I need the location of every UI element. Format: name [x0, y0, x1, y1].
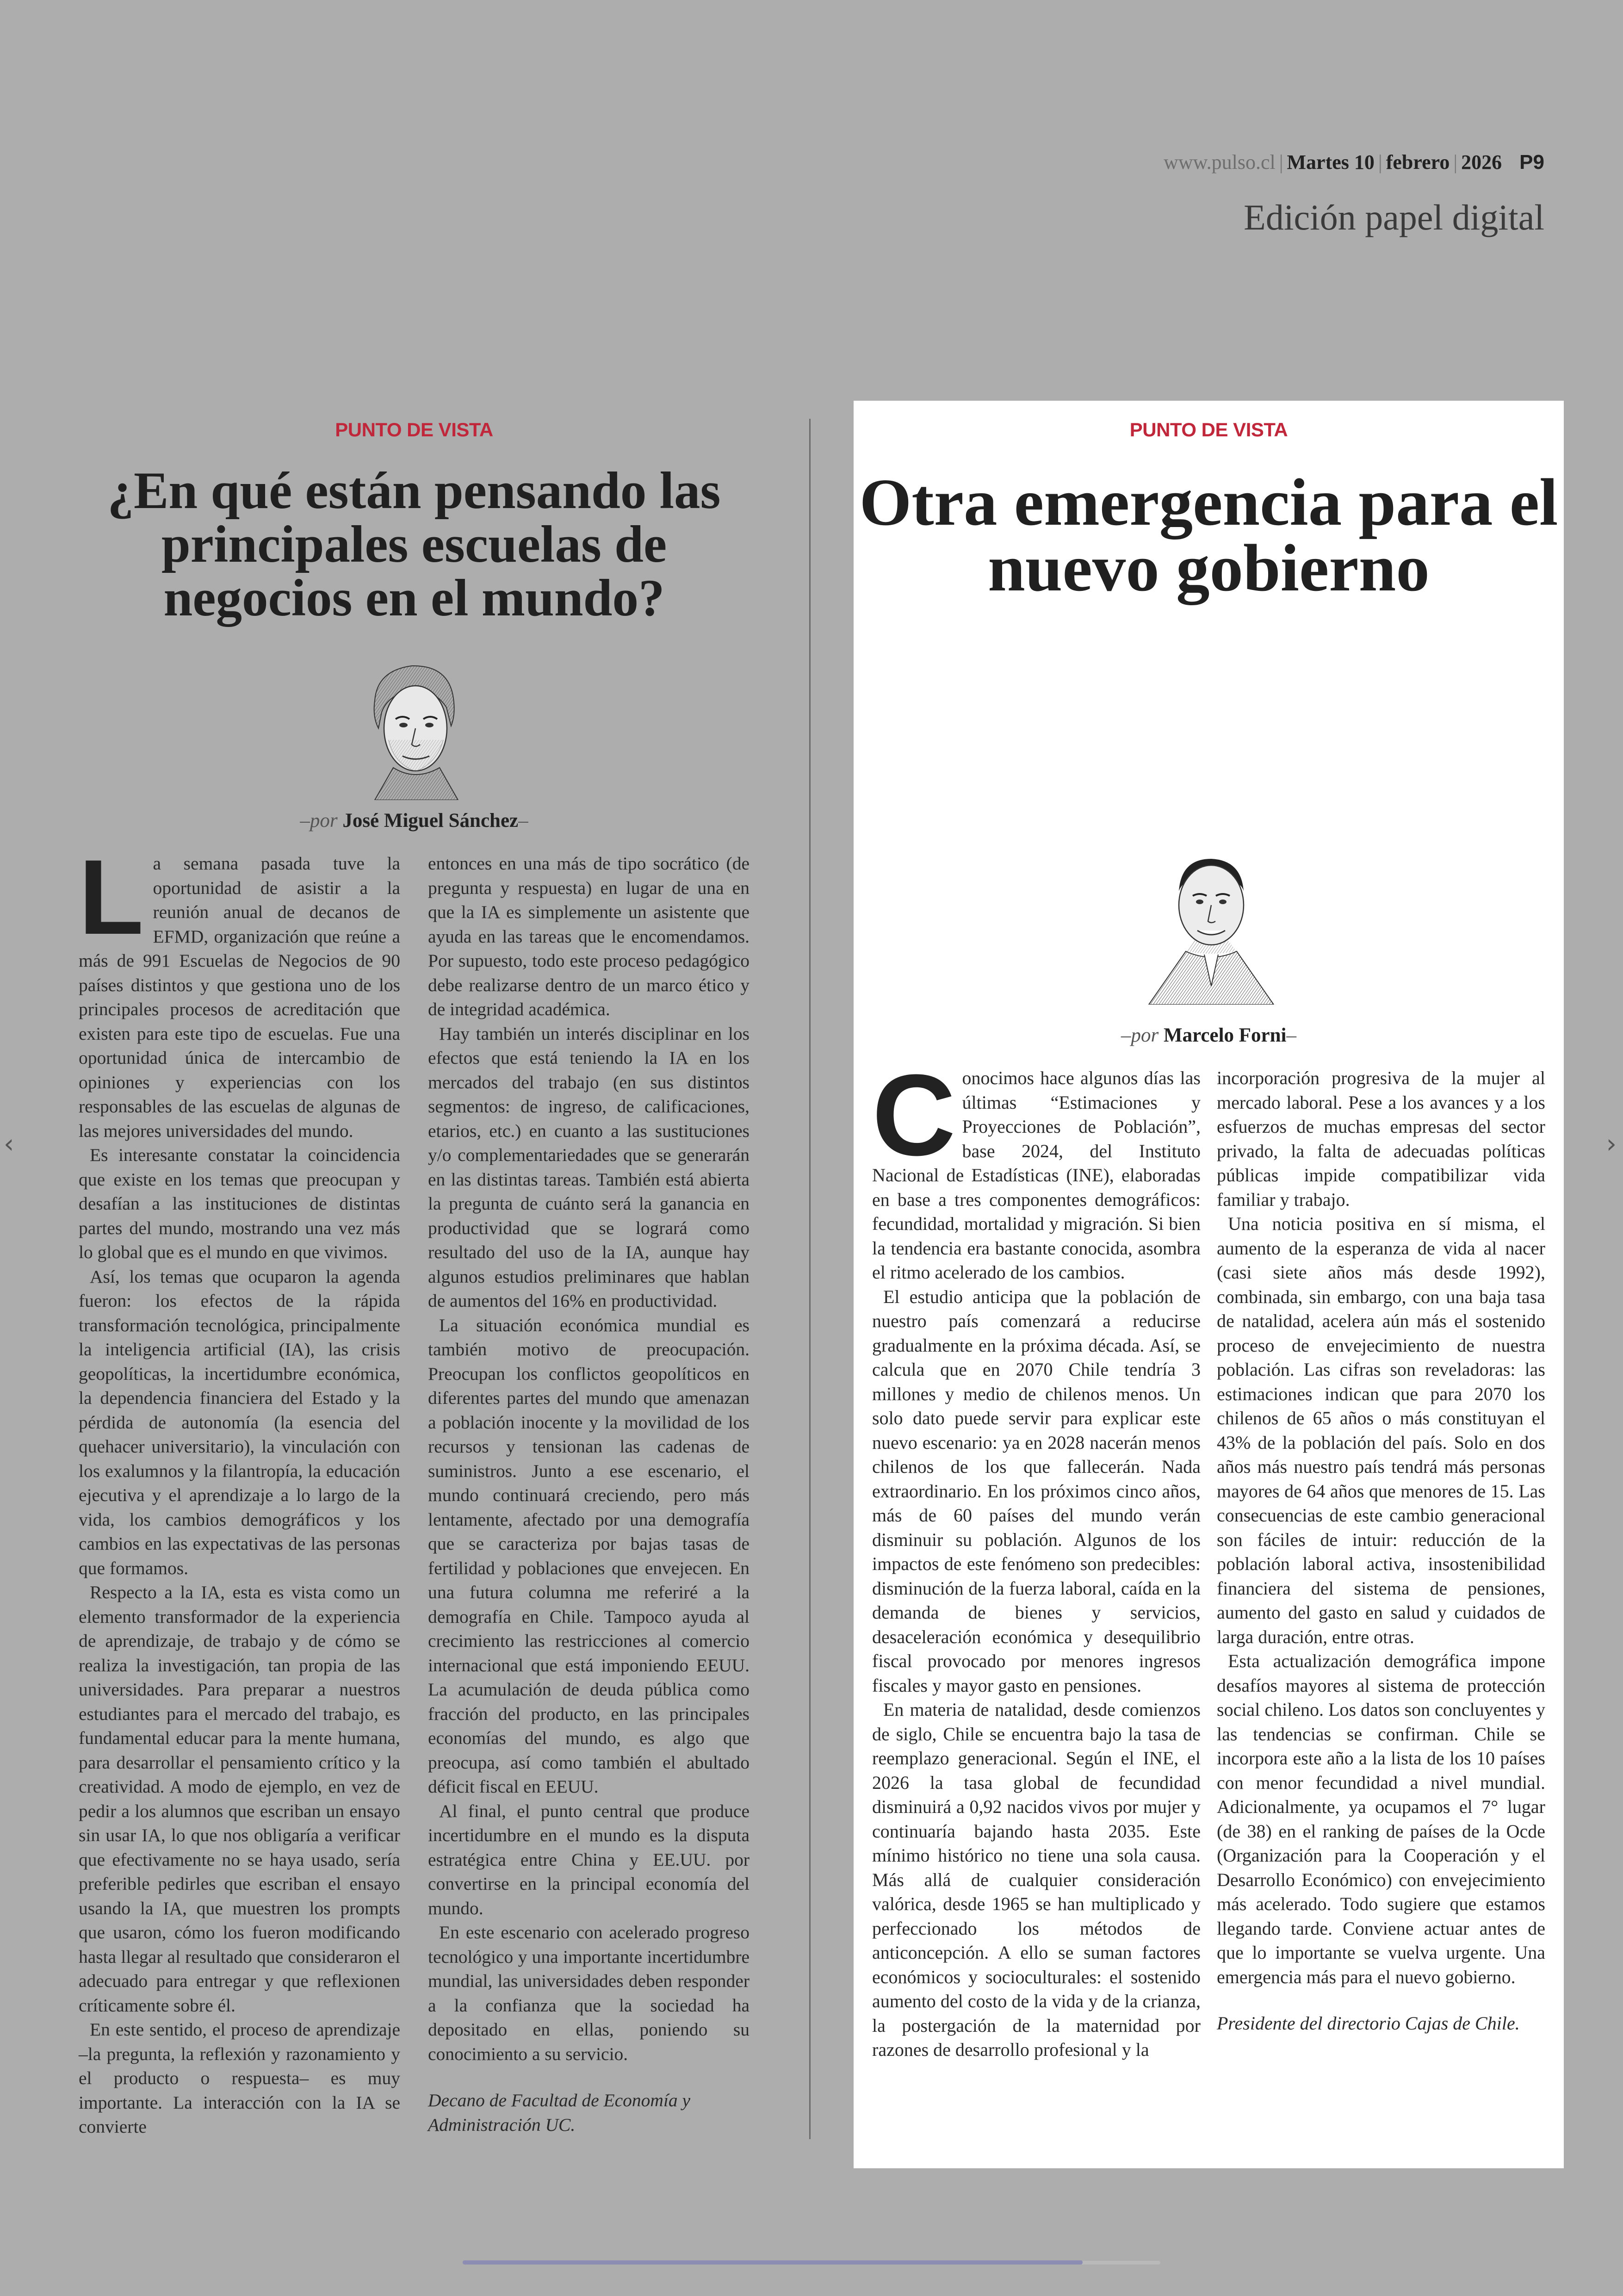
text-column-1	[872, 1050, 1201, 2062]
previous-page-arrow-icon[interactable]: ‹	[4, 1129, 14, 1159]
article-body	[79, 838, 750, 2139]
paragraph: El estudio anticipa que la población de nuestro país comenzará a reducirse gradualmente en la próxima década. Así, se calcula que en 2070 Chile tendría 3 millones y medio de chilenos menos. Un solo dato puede servir para explicar este nuevo escenario: ya en 2028 nacerán menos chilenos de los que fallecerán. Nada extraordinario. En los próximos cinco años, más de 60 países del mundo verán disminuir su población. Algunos de los impactos de este fenómeno son predecibles: disminución de la fuerza laboral, caída en la demanda de bienes y servicios, desaceleración económica y desequilibrio fiscal provocado por menores ingresos fiscales y mayor gasto en pensiones.	[872, 1286, 1201, 1696]
paragraph: incorporación progresiva de la mujer al mercado laboral. Pese a los avances y a los esfuerzos de muchas empresas del sector privado, la falta de adecuadas políticas públicas impide compatibilizar vida familiar y trabajo.	[1217, 1067, 1545, 1210]
website-url: www.pulso.cl	[1164, 151, 1276, 174]
paragraph: Conocimos hace algunos días las últimas “Estimaciones y Proyecciones de Población”, base 2024, del Instituto Nacional de Estadísticas (INE), elaboradas en base a tres componentes demográficos: fecundidad, mortalidad y migración. Si bien la tendencia era bastante conocida, asombra el ritmo acelerado de los cambios.	[872, 1050, 1201, 1283]
author-signature: Presidente del directorio Cajas de Chile.	[1217, 2013, 1520, 2034]
page-scroll-thumb[interactable]	[463, 2260, 1083, 2265]
page-number: P9	[1519, 151, 1544, 174]
issue-year: 2026	[1461, 151, 1502, 174]
paragraph: Así, los temas que ocuparon la agenda fueron: los efectos de la rápida transformación tecnológica, principalmente la inteligencia artificial (IA), las crisis geopolíticas, la incertidumbre económica, la dependencia financiera del Estado y la pérdida de autonomía (la esencia del quehacer universitario), la vinculación con los exalumnos y la filantropía, la educación ejecutiva y el aprendizaje a lo largo de la vida, los cambios demográficos y los cambios en las expectativas de las personas que formamos.	[79, 1266, 400, 1578]
issue-day: Martes 10	[1287, 151, 1375, 174]
paragraph: Una noticia positiva en sí misma, el aumento de la esperanza de vida al nacer (casi siete años más desde 1992), combinada, sin embargo, con una baja tasa de natalidad, acelera aún más el sostenido proceso de envejecimiento de nuestra población. Las cifras son reveladoras: las estimaciones indican que para 2070 los chilenos de 65 años o más constituyan el 43% de la población del país. Solo en dos años más nuestro país tendrá más personas mayores de 64 años que menores de 15. Las consecuencias de este cambio generacional son fáciles de intuir: reducción de la población laboral activa, insostenibilidad financiera del sistema de pensiones, aumento del gasto en salud y cuidados de larga duración, entre otras.	[1217, 1213, 1545, 1647]
article-kicker: PUNTO DE VISTA	[1129, 419, 1288, 441]
right-article	[854, 401, 1564, 2168]
author-signature: Decano de Facultad de Economía y Administración UC.	[428, 2090, 691, 2135]
paragraph: Respecto a la IA, esta es vista como un elemento transformador de la experiencia de aprendizaje, de trabajo y de cómo se realiza la investigación, tan propia de las universidades. Para preparar a nuestros estudiantes para el mercado del trabajo, es fundamental educar para la mente humana, para desarrollar el pensamiento crítico y la creatividad. A modo de ejemplo, en vez de pedir a los alumnos que escriban un ensayo sin usar IA, lo que nos obligaría a verificar que efectivamente no se haya usado, sería preferible pedirles que escriban el ensayo usando la IA, que muestren los prompts que usaron, cómo los fueron modificando hasta llegar al resultado que consideraron el adecuado para entregar y que reflexionen críticamente sobre él.	[79, 1582, 400, 2016]
author-portrait	[356, 652, 472, 800]
paragraph: Es interesante constatar la coincidencia que existe en los temas que preocupan y desafían a las instituciones de distintas partes del mundo, mostrando una vez más lo global que es el mundo en que vivimos.	[79, 1145, 400, 1262]
article-kicker: PUNTO DE VISTA	[335, 419, 493, 441]
paragraph: La semana pasada tuve la oportunidad de asistir a la reunión anual de decanos de EFMD, organización que reúne a más de 991 Escuelas de Negocios de 90 países distintos y que gestiona uno de los principales procesos de acreditación que existen para este tipo de escuelas. Fue una oportunidad única de intercambio de opiniones y experiencias con los responsables de las escuelas de algunas de las mejores universidades del mundo.	[79, 838, 400, 1141]
article-byline: –por Marcelo Forni–	[1121, 1024, 1296, 1046]
drop-cap: C	[872, 1050, 956, 1179]
paragraph: En este sentido, el proceso de aprendizaje –la pregunta, la reflexión y razonamiento y el producto o respuesta– es muy importante. La interacción con la IA se convierte	[79, 2019, 400, 2137]
drop-cap: L	[79, 838, 144, 956]
edition-title: Edición papel digital	[1244, 197, 1544, 237]
author-name: José Miguel Sánchez	[342, 810, 519, 832]
left-article	[79, 398, 750, 2139]
paragraph: entonces en una más de tipo socrático (de pregunta y respuesta) en lugar de una en que la IA es simplemente un asistente que ayuda en las tareas que le encomendamos. Por supuesto, todo este proceso pedagógico debe realizarse dentro de un marco ético y de integridad académica.	[428, 853, 750, 1019]
paragraph: Hay también un interés disciplinar en los efectos que está teniendo la IA en los mercados del trabajo (en sus distintos segmentos: de ingreso, de calificaciones, etarios, etc.) en cuanto a las sustituciones y/o complementariedades que se generarán en las distintas tareas. También está abierta la pregunta de cuánto será la ganancia en productividad que se logrará como resultado del uso de la IA, aunque hay algunos estudios preliminares que hablan de aumentos del 16% en productividad.	[428, 1023, 750, 1311]
article-headline: ¿En qué están pensando las principales escuelas de negocios en el mundo?	[107, 462, 721, 627]
next-page-arrow-icon[interactable]: ›	[1606, 1129, 1617, 1159]
column-divider	[809, 419, 811, 2139]
text-column-2	[428, 851, 750, 2139]
text-column-2	[1217, 1066, 1545, 2062]
author-name: Marcelo Forni	[1164, 1024, 1287, 1046]
text-column-1	[79, 838, 400, 2139]
paragraph: En materia de natalidad, desde comienzos de siglo, Chile se encuentra bajo la tasa de reemplazo generacional. Según el INE, el 2026 la tasa global de fecundidad disminuirá a 0,92 nacidos vivos por mujer y continuaría bajando hasta 2035. Este mínimo histórico no tiene una sola causa. Más allá de cualquier consideración valórica, desde 1965 se han multiplicado y perfeccionado los métodos de anticoncepción. A ello se suman factores económicos y socioculturales: el sostenido aumento del costo de la vida y de la crianza, la postergación de la maternidad por razones de desarrollo profesional y la	[872, 1699, 1201, 2060]
article-byline: –por José Miguel Sánchez–	[300, 810, 528, 832]
paragraph: Al final, el punto central que produce incertidumbre en el mundo es la disputa estratégica entre China y EE.UU. por convertirse en la principal economía del mundo.	[428, 1800, 750, 1918]
article-body	[854, 1050, 1564, 2062]
article-headline: Otra emergencia para el nuevo gobierno	[859, 465, 1558, 605]
paragraph: En este escenario con acelerado progreso tecnológico y una importante incertidumbre mundial, las universidades deben responder a la confianza que la sociedad ha depositado en ellas, poniendo su conocimiento a su servicio.	[428, 1922, 750, 2064]
author-portrait	[1130, 847, 1288, 1005]
paragraph: Esta actualización demográfica impone desafíos mayores al sistema de protección social chileno. Los datos son concluyentes y las tendencias se confirman. Chile se incorpora este año a la lista de los 10 países con menor fecundidad a nivel mundial. Adicionalmente, ya ocupamos el 7° lugar (de 38) en el ranking de países de la Ocde (Organización para la Cooperación y el Desarrollo Económico) con envejecimiento más acelerado. Todo sugiere que estamos llegando tarde. Conviene actuar antes de que lo importante se vuelva urgente. Una emergencia más para el nuevo gobierno.	[1217, 1651, 1545, 1987]
issue-month: febrero	[1386, 151, 1450, 174]
paragraph: La situación económica mundial es también motivo de preocupación. Preocupan los conflictos geopolíticos en diferentes partes del mundo que amenazan a población inocente y la movilidad de los recursos y tensionan las cadenas de suministros. Junto a ese escenario, el mundo continuará creciendo, pero más lentamente, afectado por una demografía que se caracteriza por bajas tasas de fertilidad y poblaciones que envejecen. En una futura columna me referiré a la demografía en Chile. Tampoco ayuda al crecimiento las restricciones al comercio internacional que está imponiendo EEUU. La acumulación de deuda pública como fracción del producto, en las principales economías del mundo, es algo que preocupa, así como también el abultado déficit fiscal en EEUU.	[428, 1315, 750, 1797]
page-header-line: www.pulso.cl | Martes 10 | febrero | 2026 P9	[1164, 151, 1544, 174]
